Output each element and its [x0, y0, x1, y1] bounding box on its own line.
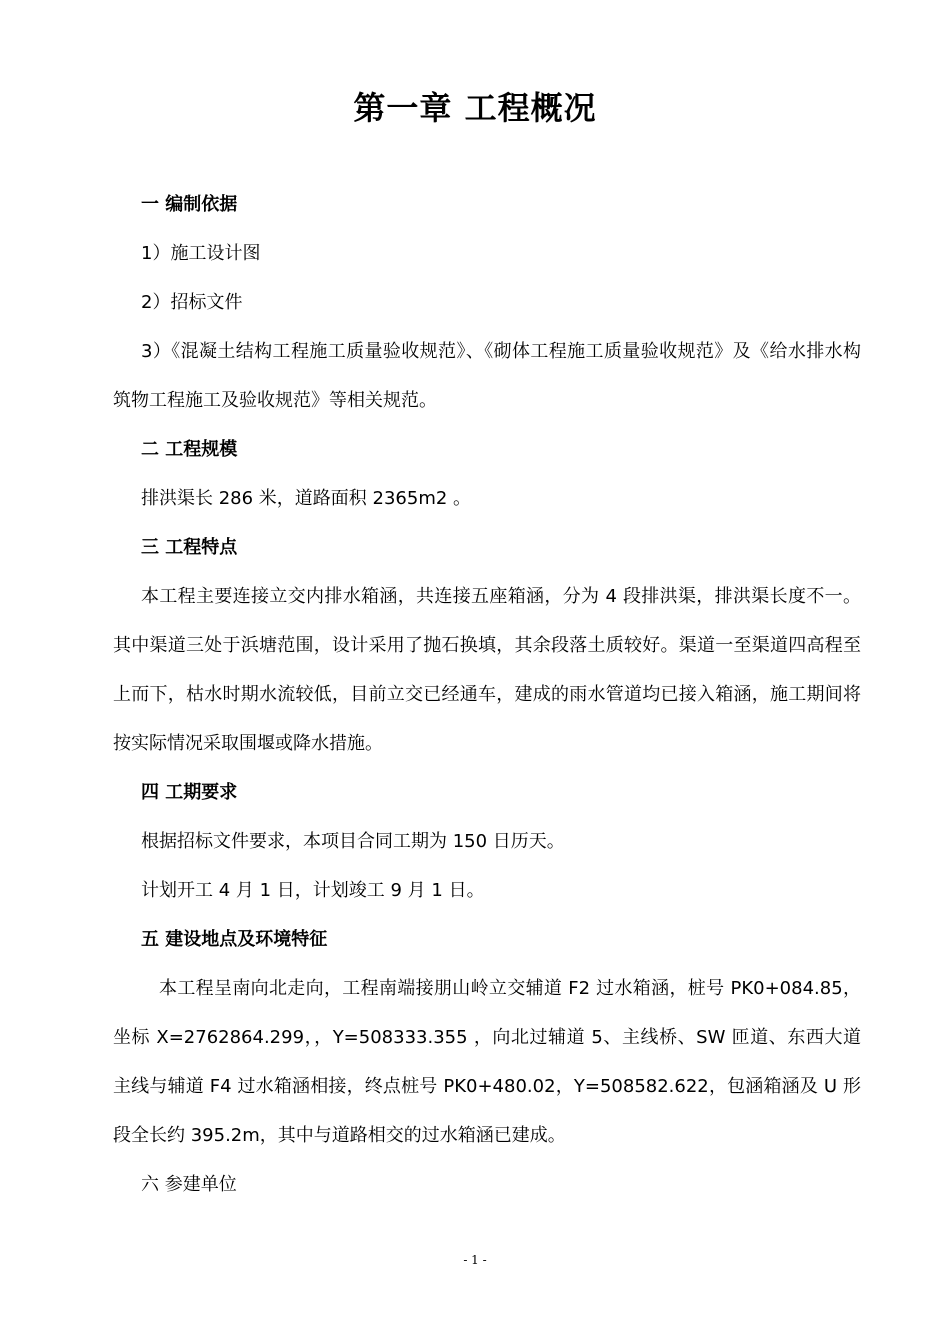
- schedule-paragraph-2: 计划开工 4 月 1 日，计划竣工 9 月 1 日。: [141, 880, 485, 901]
- section-heading-schedule: 四 工期要求: [141, 782, 238, 803]
- basis-item-3: 3）《混凝土结构工程施工质量验收规范》、《砌体工程施工质量验收规范》及《给水排水构筑物工程施工及验收规范》等相关规范。: [113, 341, 861, 411]
- chapter-title: 第一章 工程概况: [353, 89, 597, 127]
- page-number: - 1 -: [463, 1253, 487, 1267]
- scale-paragraph: 排洪渠长 286 米，道路面积 2365m2 。: [141, 488, 472, 509]
- document-body: [113, 180, 861, 1209]
- basis-item-1: 1）施工设计图: [141, 243, 261, 264]
- section-heading-basis: 一 编制依据: [141, 194, 238, 215]
- basis-item-2: 2）招标文件: [141, 292, 243, 313]
- section-heading-location: 五 建设地点及环境特征: [141, 929, 328, 950]
- location-paragraph: 本工程呈南向北走向，工程南端接朋山岭立交辅道 F2 过水箱涵，桩号 PK0+084.85，坐标 X=2762864.299，，Y=508333.355 ，向北过辅道 5、主线桥、SW 匝道、东西大道主线与辅道 F4 过水箱涵相接，终点桩号 PK0+480.02，Y=508582.622，包涵箱涵及 U 形段全长约 395.2m，其中与道路相交的过水箱涵已建成。: [113, 978, 861, 1146]
- section-heading-features: 三 工程特点: [141, 537, 238, 558]
- schedule-paragraph-1: 根据招标文件要求，本项目合同工期为 150 日历天。: [141, 831, 565, 852]
- section-heading-participants: 六 参建单位: [141, 1174, 237, 1195]
- features-paragraph: 本工程主要连接立交内排水箱涵，共连接五座箱涵，分为 4 段排洪渠，排洪渠长度不一。其中渠道三处于浜塘范围，设计采用了抛石换填，其余段落土质较好。渠道一至渠道四高程至上而下，枯水时期水流较低，目前立交已经通车，建成的雨水管道均已接入箱涵，施工期间将按实际情况采取围堰或降水措施。: [113, 586, 861, 754]
- section-heading-scale: 二 工程规模: [141, 439, 238, 460]
